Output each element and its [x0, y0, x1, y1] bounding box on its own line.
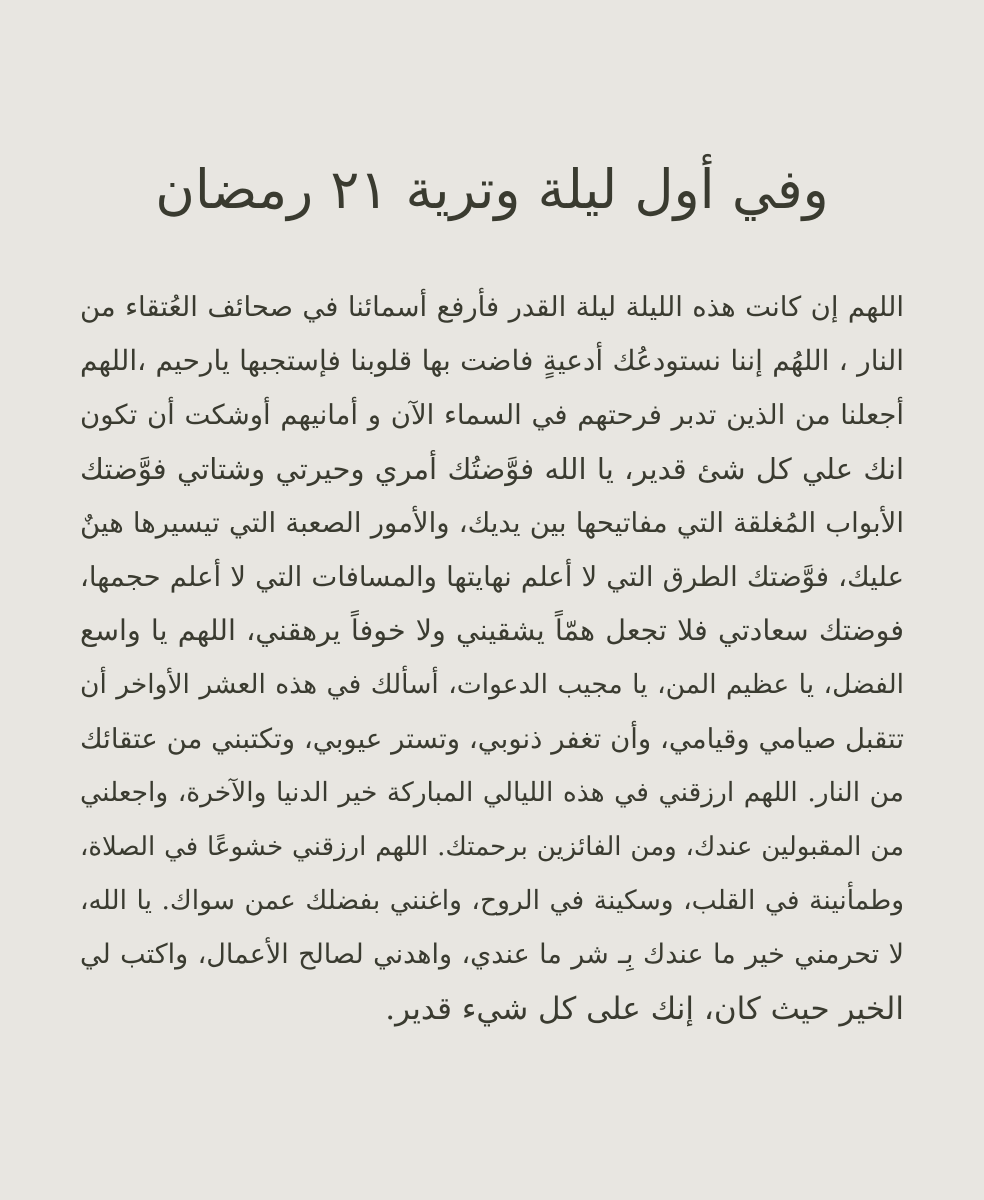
text-line: تتقبل صيامي وقيامي، وأن تغفر ذنوبي، وتستر عيوبي، وتكتبني من عتقائك: [80, 723, 904, 755]
text-line: وطمأنينة في القلب، وسكينة في الروح، واغنني بفضلك عمن سواك. يا الله،: [80, 885, 904, 916]
text-line: عليك، فوَّضتك الطرق التي لا أعلم نهايتها والمسافات التي لا أعلم حجمها،: [80, 561, 904, 593]
text-line: انك علي كل شئ قدير، يا الله فوَّضتُك أمري وحيرتي وشتاتي فوَّضتك: [80, 452, 904, 486]
text-line: اللهم إن كانت هذه الليلة ليلة القدر فأرفع أسمائنا في صحائف العُتقاء من: [80, 291, 904, 323]
text-line: الأبواب المُغلقة التي مفاتيحها بين يديك، والأمور الصعبة التي تيسيرها هينٌ: [80, 507, 904, 539]
text-line: من المقبولين عندك، ومن الفائزين برحمتك. اللهم ارزقني خشوعًا في الصلاة،: [80, 832, 904, 862]
text-line: الخير حيث كان، إنك على كل شيء قدير.: [385, 991, 904, 1027]
text-line: أجعلنا من الذين تدبر فرحتهم في السماء الآن و أمانيهم أوشكت أن تكون: [80, 399, 904, 431]
prayer-text: [80, 280, 904, 1036]
text-line: الفضل، يا عظيم المن، يا مجيب الدعوات، أسألك في هذه العشر الأواخر أن: [80, 669, 904, 700]
page-title: وفي أول ليلة وترية ٢١ رمضان: [155, 158, 829, 221]
text-line: لا تحرمني خير ما عندك بِـ شر ما عندي، واهدني لصالح الأعمال، واكتب لي: [80, 939, 904, 970]
text-line: فوضتك سعادتي فلا تجعل همّاً يشقيني ولا خوفاً يرهقني، اللهم يا واسع: [80, 614, 904, 647]
text-line: النار ، اللهُم إننا نستودعُك أدعيةٍ فاضت بها قلوبنا فإستجبها يارحيم ،اللهم: [80, 344, 904, 377]
text-line: من النار. اللهم ارزقني في هذه الليالي المباركة خير الدنيا والآخرة، واجعلني: [80, 777, 904, 808]
